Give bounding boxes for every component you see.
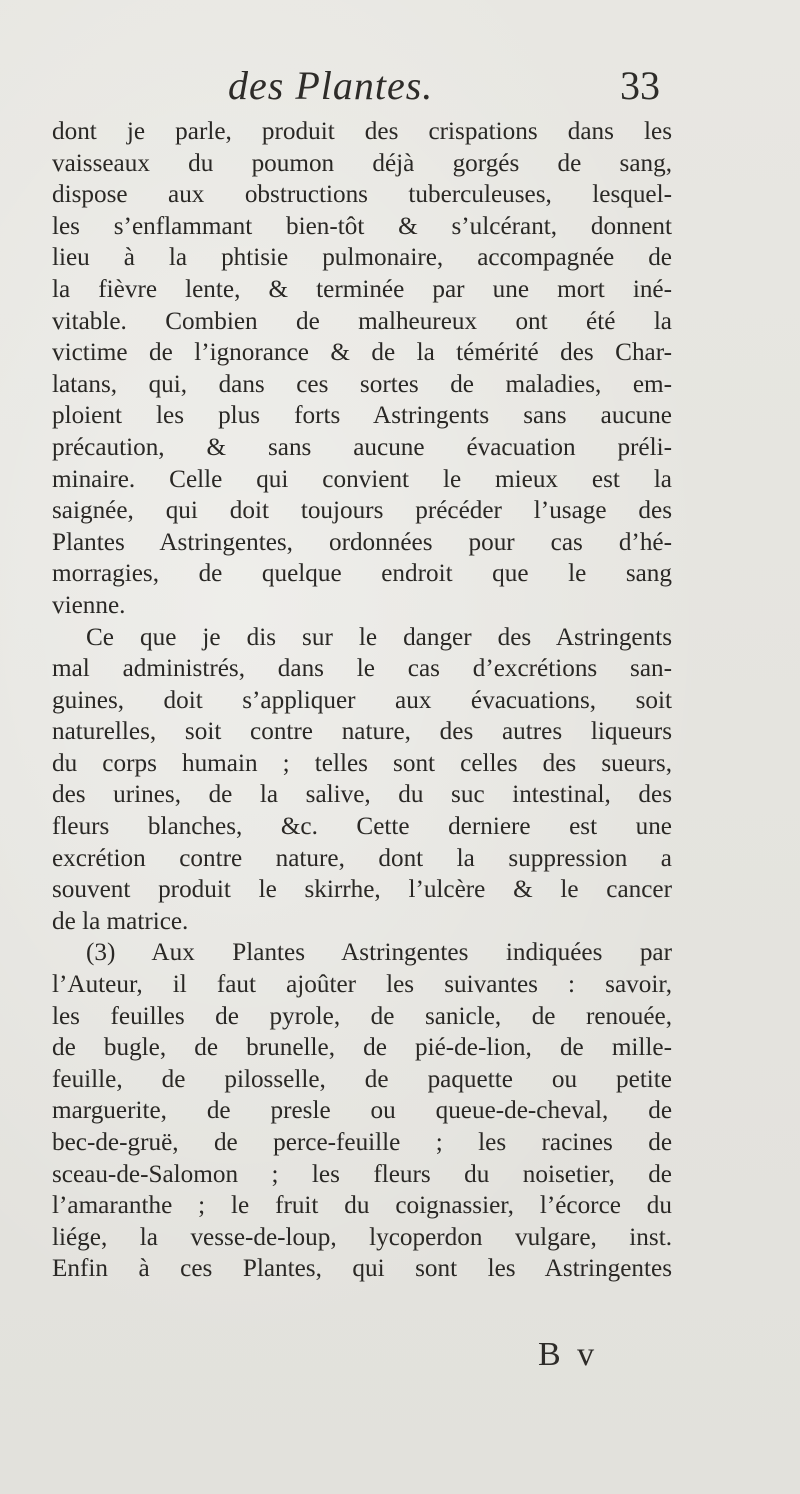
text-line: feuille, de pilosselle, de paquette ou petite [52, 1065, 672, 1093]
text-line: bec-de-gruë, de perce-feuille ; les racines de [52, 1129, 672, 1156]
text-line: lieu à la phtisie pulmonaire, accompagnée de [52, 244, 672, 272]
running-head [0, 62, 800, 122]
body-text [52, 116, 672, 1285]
text-line: (3) Aux Plantes Astringentes indiquées par [86, 939, 672, 967]
text-line: Enfin à ces Plantes, qui sont les Astringentes [52, 1255, 672, 1283]
text-line: les s’enflammant bien-tôt & s’ulcérant, donnent [52, 212, 672, 240]
text-line: précaution, & sans aucune évacuation préli- [52, 433, 672, 461]
gathering-signature: B v [538, 1336, 599, 1373]
text-line: vaisseaux du poumon déjà gorgés de sang, [52, 149, 672, 177]
text-line: guines, doit s’appliquer aux évacuations, soit [52, 686, 672, 714]
text-line: liége, la vesse-de-loup, lycoperdon vulgare, inst. [52, 1223, 672, 1251]
text-line: vienne. [52, 591, 126, 619]
text-line: la fièvre lente, & terminée par une mort iné- [52, 275, 672, 303]
text-line: fleurs blanches, &c. Cette derniere est une [52, 813, 672, 841]
text-line: les feuilles de pyrole, de sanicle, de renouée, [52, 1002, 672, 1030]
text-line: de la matrice. [52, 907, 189, 935]
text-line: morragies, de quelque endroit que le sang [52, 560, 672, 588]
text-line: dispose aux obstructions tuberculeuses, lesquel- [52, 181, 672, 209]
text-line: minaire. Celle qui convient le mieux est la [52, 465, 672, 493]
text-line: marguerite, de presle ou queue-de-cheval, de [52, 1097, 672, 1125]
text-line: victime de l’ignorance & de la témérité des Char- [52, 339, 672, 367]
text-line: sceau-de-Salomon ; les fleurs du noisetier, de [52, 1160, 672, 1188]
text-line: latans, qui, dans ces sortes de maladies, em- [52, 370, 672, 398]
text-line: saignée, qui doit toujours précéder l’usage des [52, 497, 672, 525]
text-line: des urines, de la salive, du suc intestinal, des [52, 781, 672, 809]
text-line: vitable. Combien de malheureux ont été la [52, 307, 672, 335]
text-line: naturelles, soit contre nature, des autres liqueurs [52, 718, 672, 746]
text-line: excrétion contre nature, dont la suppression a [52, 844, 672, 872]
page-number: 33 [620, 63, 660, 108]
text-line: Plantes Astringentes, ordonnées pour cas d’hé- [52, 528, 672, 556]
text-line: du corps humain ; telles sont celles des sueurs, [52, 749, 672, 777]
text-line: mal administrés, dans le cas d’excrétions san- [52, 655, 672, 683]
text-line: l’Auteur, il faut ajoûter les suivantes : savoir, [52, 971, 672, 999]
text-line: souvent produit le skirrhe, l’ulcère & le cancer [52, 876, 672, 904]
running-title: des Plantes. [228, 63, 434, 108]
text-line: Ce que je dis sur le danger des Astringents [86, 623, 672, 651]
text-line: de bugle, de brunelle, de pié-de-lion, de mille- [52, 1034, 672, 1062]
text-line: l’amaranthe ; le fruit du coignassier, l’écorce du [52, 1192, 672, 1220]
text-line: ploient les plus forts Astringents sans aucune [52, 402, 672, 430]
text-line: dont je parle, produit des crispations dans les [52, 118, 672, 145]
